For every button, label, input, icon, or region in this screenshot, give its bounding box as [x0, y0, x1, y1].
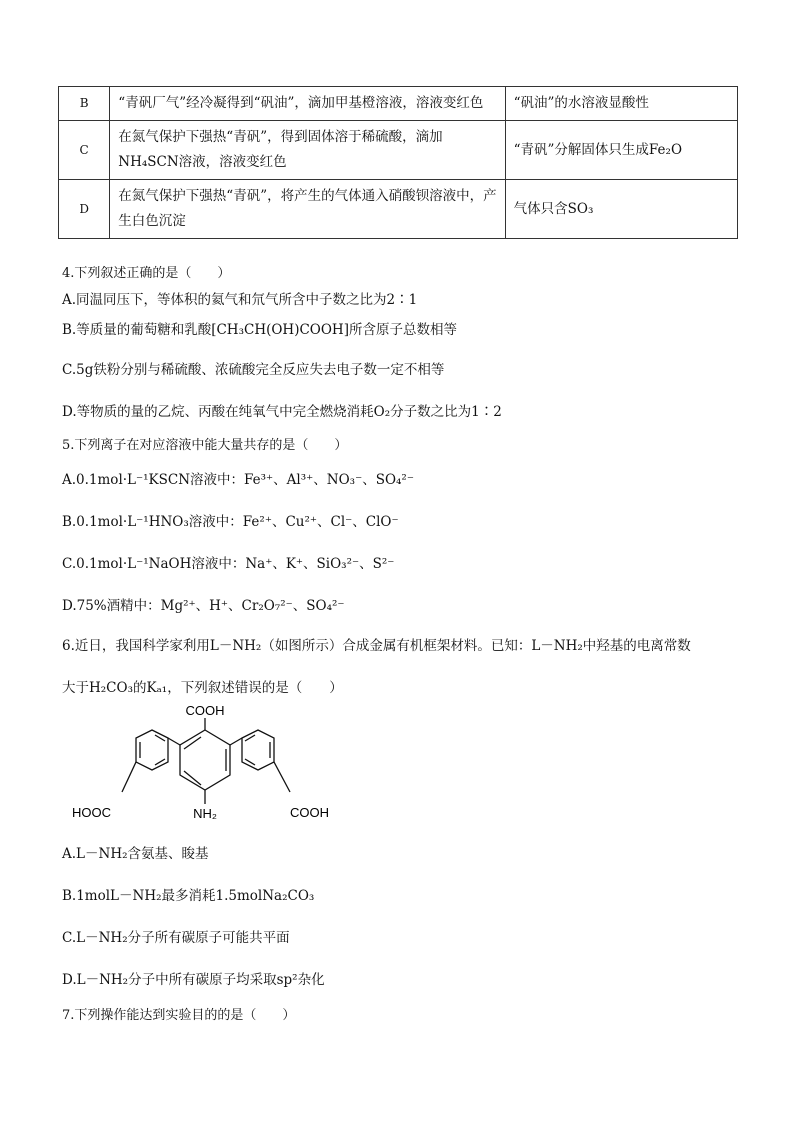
cooh-left-label: HOOC — [72, 805, 111, 820]
row-key: B — [59, 87, 110, 121]
row-conclusion: “矾油”的水溶液显酸性 — [505, 87, 737, 121]
left-benzene-ring — [136, 730, 168, 770]
question-4-option-b: B.等质量的葡萄糖和乳酸[CH₃CH(OH)COOH]所含原子总数相等 — [62, 322, 457, 338]
question-7-stem: 7.下列操作能达到实验目的的是（ ） — [62, 1008, 296, 1023]
question-4-option-a: A.同温同压下，等体积的氦气和氘气所含中子数之比为2∶1 — [62, 292, 418, 308]
row-conclusion: “青矾”分解固体只生成Fe₂O — [505, 121, 737, 180]
central-benzene-ring — [180, 730, 230, 790]
right-benzene-ring — [242, 730, 274, 770]
table-row — [59, 87, 738, 121]
row-description: “青矾厂气”经冷凝得到“矾油”，滴加甲基橙溶液，溶液变红色 — [110, 87, 505, 121]
row-description: 在氮气保护下强热“青矾”，将产生的气体通入硝酸钡溶液中，产生白色沉淀 — [110, 180, 505, 239]
question-4-stem: 4.下列叙述正确的是（ ） — [62, 266, 231, 281]
question-5-stem: 5.下列离子在对应溶液中能大量共存的是（ ） — [62, 438, 348, 453]
question-5-option-c: C.0.1mol·L⁻¹NaOH溶液中：Na⁺、K⁺、SiO₃²⁻、S²⁻ — [62, 556, 395, 572]
question-4-option-d: D.等物质的量的乙烷、丙酸在纯氧气中完全燃烧消耗O₂分子数之比为1∶2 — [62, 404, 502, 420]
question-6-option-a: A.L－NH₂含氨基、睃基 — [62, 846, 209, 862]
question-6-option-c: C.L－NH₂分子所有碳原子可能共平面 — [62, 930, 290, 946]
question-5-option-d: D.75%酒精中：Mg²⁺、H⁺、Cr₂O₇²⁻、SO₄²⁻ — [62, 598, 345, 614]
row-conclusion: 气体只含SO₃ — [505, 180, 737, 239]
question-6-option-b: B.1molL－NH₂最多消耗1.5molNa₂CO₃ — [62, 888, 315, 904]
nh2-label: NH₂ — [193, 806, 217, 821]
question-4-option-c: C.5g铁粉分别与稀硫酸、浓硫酸完全反应失去电子数一定不相等 — [62, 362, 445, 378]
question-5-option-b: B.0.1mol·L⁻¹HNO₃溶液中：Fe²⁺、Cu²⁺、Cl⁻、ClO⁻ — [62, 514, 399, 530]
cooh-right-label: COOH — [290, 805, 329, 820]
row-key: D — [59, 180, 110, 239]
table-row — [59, 180, 738, 239]
l-nh2-structure-diagram — [60, 700, 360, 830]
question-6-stem-line2: 大于H₂CO₃的Kₐ₁，下列叙述错误的是（ ） — [62, 680, 343, 696]
question-6-stem-line1: 6.近日，我国科学家利用L－NH₂（如图所示）合成金属有机框架材料。已知：L－NH₂中羟基的电离常数 — [62, 638, 691, 654]
options-table — [58, 86, 738, 239]
cooh-top-label: COOH — [185, 703, 225, 718]
question-6-option-d: D.L－NH₂分子中所有碳原子均采取sp²杂化 — [62, 972, 325, 988]
row-key: C — [59, 121, 110, 180]
row-description: 在氮气保护下强热“青矾”，得到固体溶于稀硫酸，滴加NH₄SCN溶液，溶液变红色 — [110, 121, 505, 180]
table-row — [59, 121, 738, 180]
question-5-option-a: A.0.1mol·L⁻¹KSCN溶液中：Fe³⁺、Al³⁺、NO₃⁻、SO₄²⁻ — [62, 472, 414, 488]
